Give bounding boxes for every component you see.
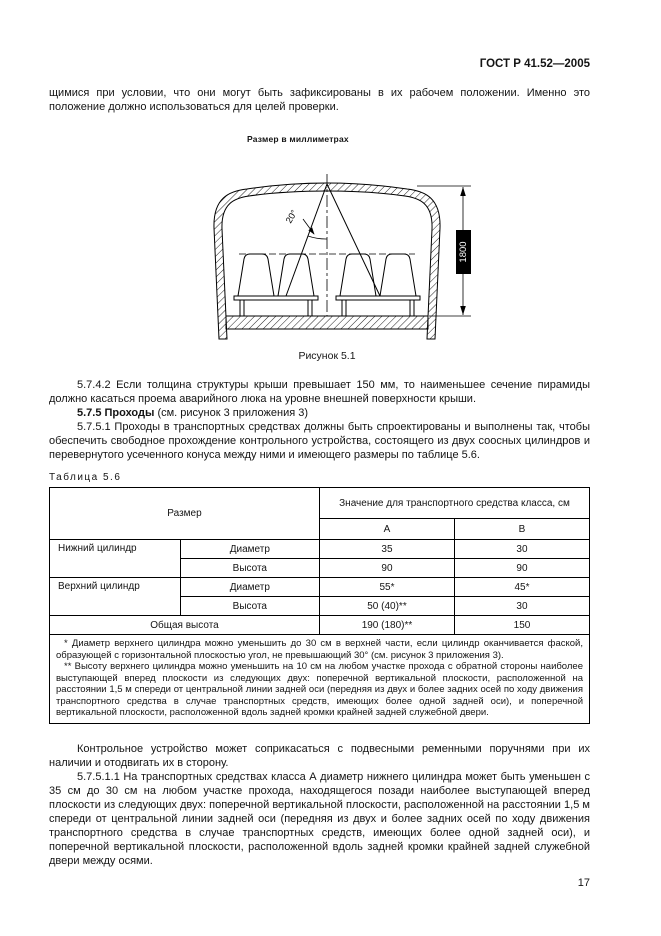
value-class-a: 90 [319,559,454,578]
dimension-arrow-top [460,187,466,196]
left-bench-leg [308,300,312,316]
value-class-a: 50 (40)** [319,597,454,616]
row-group-upper-cylinder: Верхний цилиндр [50,578,181,616]
page-number: 17 [577,876,590,889]
table-row [50,578,590,597]
row-parameter: Высота [180,559,319,578]
right-bench [336,296,420,300]
figure-5-1 [177,134,477,362]
floor-slab [226,316,428,329]
value-class-a: 35 [319,540,454,559]
column-header-class-b: В [454,519,589,540]
figure-caption: Рисунок 5.1 [298,350,356,362]
seat-back [380,254,416,296]
paragraph-control-device: Контрольное устройство может соприкасаться с подвесными ременными поручнями при их наличии и отодвигать их в сторону. [49,742,590,769]
angle-arc [308,236,327,239]
dimension-arrow-bottom [460,306,466,315]
seat-back [278,254,314,296]
footnote-double-star: ** Высоту верхнего цилиндра можно уменьшить на 10 см на любом участке прохода с обратной стороны наиболее выступающей вперед плоскости из следующих двух: поперечной вертикальной плоскости, расположенной на расстоянии 1,5 м спереди от центральной линии задней оси (передняя из двух и более задних осей по ходу движения транспортного средства в случае транспортных средств, имеющих более одной задней оси), и поперечной вертикальной плоскости, расположенной вдоль задней кромки крайней задней служебной двери. [56,661,583,718]
paragraph-5-7-5-1: 5.7.5.1 Проходы в транспортных средствах должны быть спроектированы и выполнены так, чтобы обеспечить свободное прохождение контрольного устройства, состоящего из двух соосных цилиндров и перевернутого усеченного конуса между ними и имеющего размеры по таблице 5.6. [49,421,590,461]
row-group-lower-cylinder: Нижний цилиндр [50,540,181,578]
table-header-row [50,488,590,519]
paragraph-5-7-5-1-1: 5.7.5.1.1 На транспортных средствах класса А диаметр нижнего цилиндра может быть уменьшен с 35 см до 30 см на любом участке прохода, находящегося позади наиболее выступающей вперед плоскости из следующих двух: поперечной вертикальной плоскости, расположенной на расстоянии 1,5 м спереди от центральной линии задней оси (передняя из двух и более задних осей по ходу движения транспортного средства в случае транспортных средств, имеющих более одной задней оси), и поперечной вертикальной плоскости, расположенной вдоль задней кромки крайней задней служебной двери между осями. [49,770,590,867]
table-row-total [50,616,590,635]
value-class-b: 150 [454,616,589,635]
after-table-block [49,742,590,868]
clause-heading: 5.7.5 Проходы [77,407,155,419]
table-label: Таблица 5.6 [49,472,122,483]
left-bench-leg [240,300,244,316]
row-parameter: Диаметр [180,540,319,559]
seat-back [238,254,274,296]
dimension-label: 1800 [458,241,469,263]
footnote-single-star: * Диаметр верхнего цилиндра можно уменьшить до 30 см в верхней части, если цилиндр оканчивается фаской, образующей с горизонтальной плоскостью угол, не превышающий 30° (см. рисунок 3 приложения 3). [56,638,583,661]
value-class-a: 190 (180)** [319,616,454,635]
value-class-b: 90 [454,559,589,578]
paragraph-5-7-5 [49,406,590,420]
value-class-b: 30 [454,540,589,559]
value-class-b: 30 [454,597,589,616]
table-5-6 [49,487,590,724]
value-class-b: 45* [454,578,589,597]
angle-leader-arrow [303,219,314,234]
column-header-size: Размер [50,488,320,540]
angle-label: 20° [283,208,300,225]
table-row [50,540,590,559]
table-footnotes-cell [50,635,590,724]
column-header-value-group: Значение для транспортного средства класса, см [319,488,589,519]
clause-heading-note: (см. рисунок 3 приложения 3) [154,407,309,419]
standard-number: ГОСТ Р 41.52—2005 [479,58,590,70]
right-bench-leg [342,300,346,316]
column-header-class-a: А [319,519,454,540]
value-class-a: 55* [319,578,454,597]
paragraph-5-7-4-2: 5.7.4.2 Если толщина структуры крыши превышает 150 мм, то наименьшее сечение пирамиды должно касаться проема аварийного люка на уровне внешней поверхности крыши. [49,379,590,405]
sections-block [49,378,590,462]
document-header [49,58,590,70]
paragraph-intro: щимися при условии, что они могут быть зафиксированы в их рабочем положении. Именно это положение должно использоваться для целей проверки. [49,87,590,113]
figure-units-label: Размер в миллиметрах [247,134,349,144]
right-bench-leg [410,300,414,316]
row-parameter: Высота [180,597,319,616]
row-total-height: Общая высота [50,616,320,635]
table-footnotes-row [50,635,590,724]
left-bench [234,296,318,300]
figure-bus-cross-section [177,146,477,341]
row-parameter: Диаметр [180,578,319,597]
